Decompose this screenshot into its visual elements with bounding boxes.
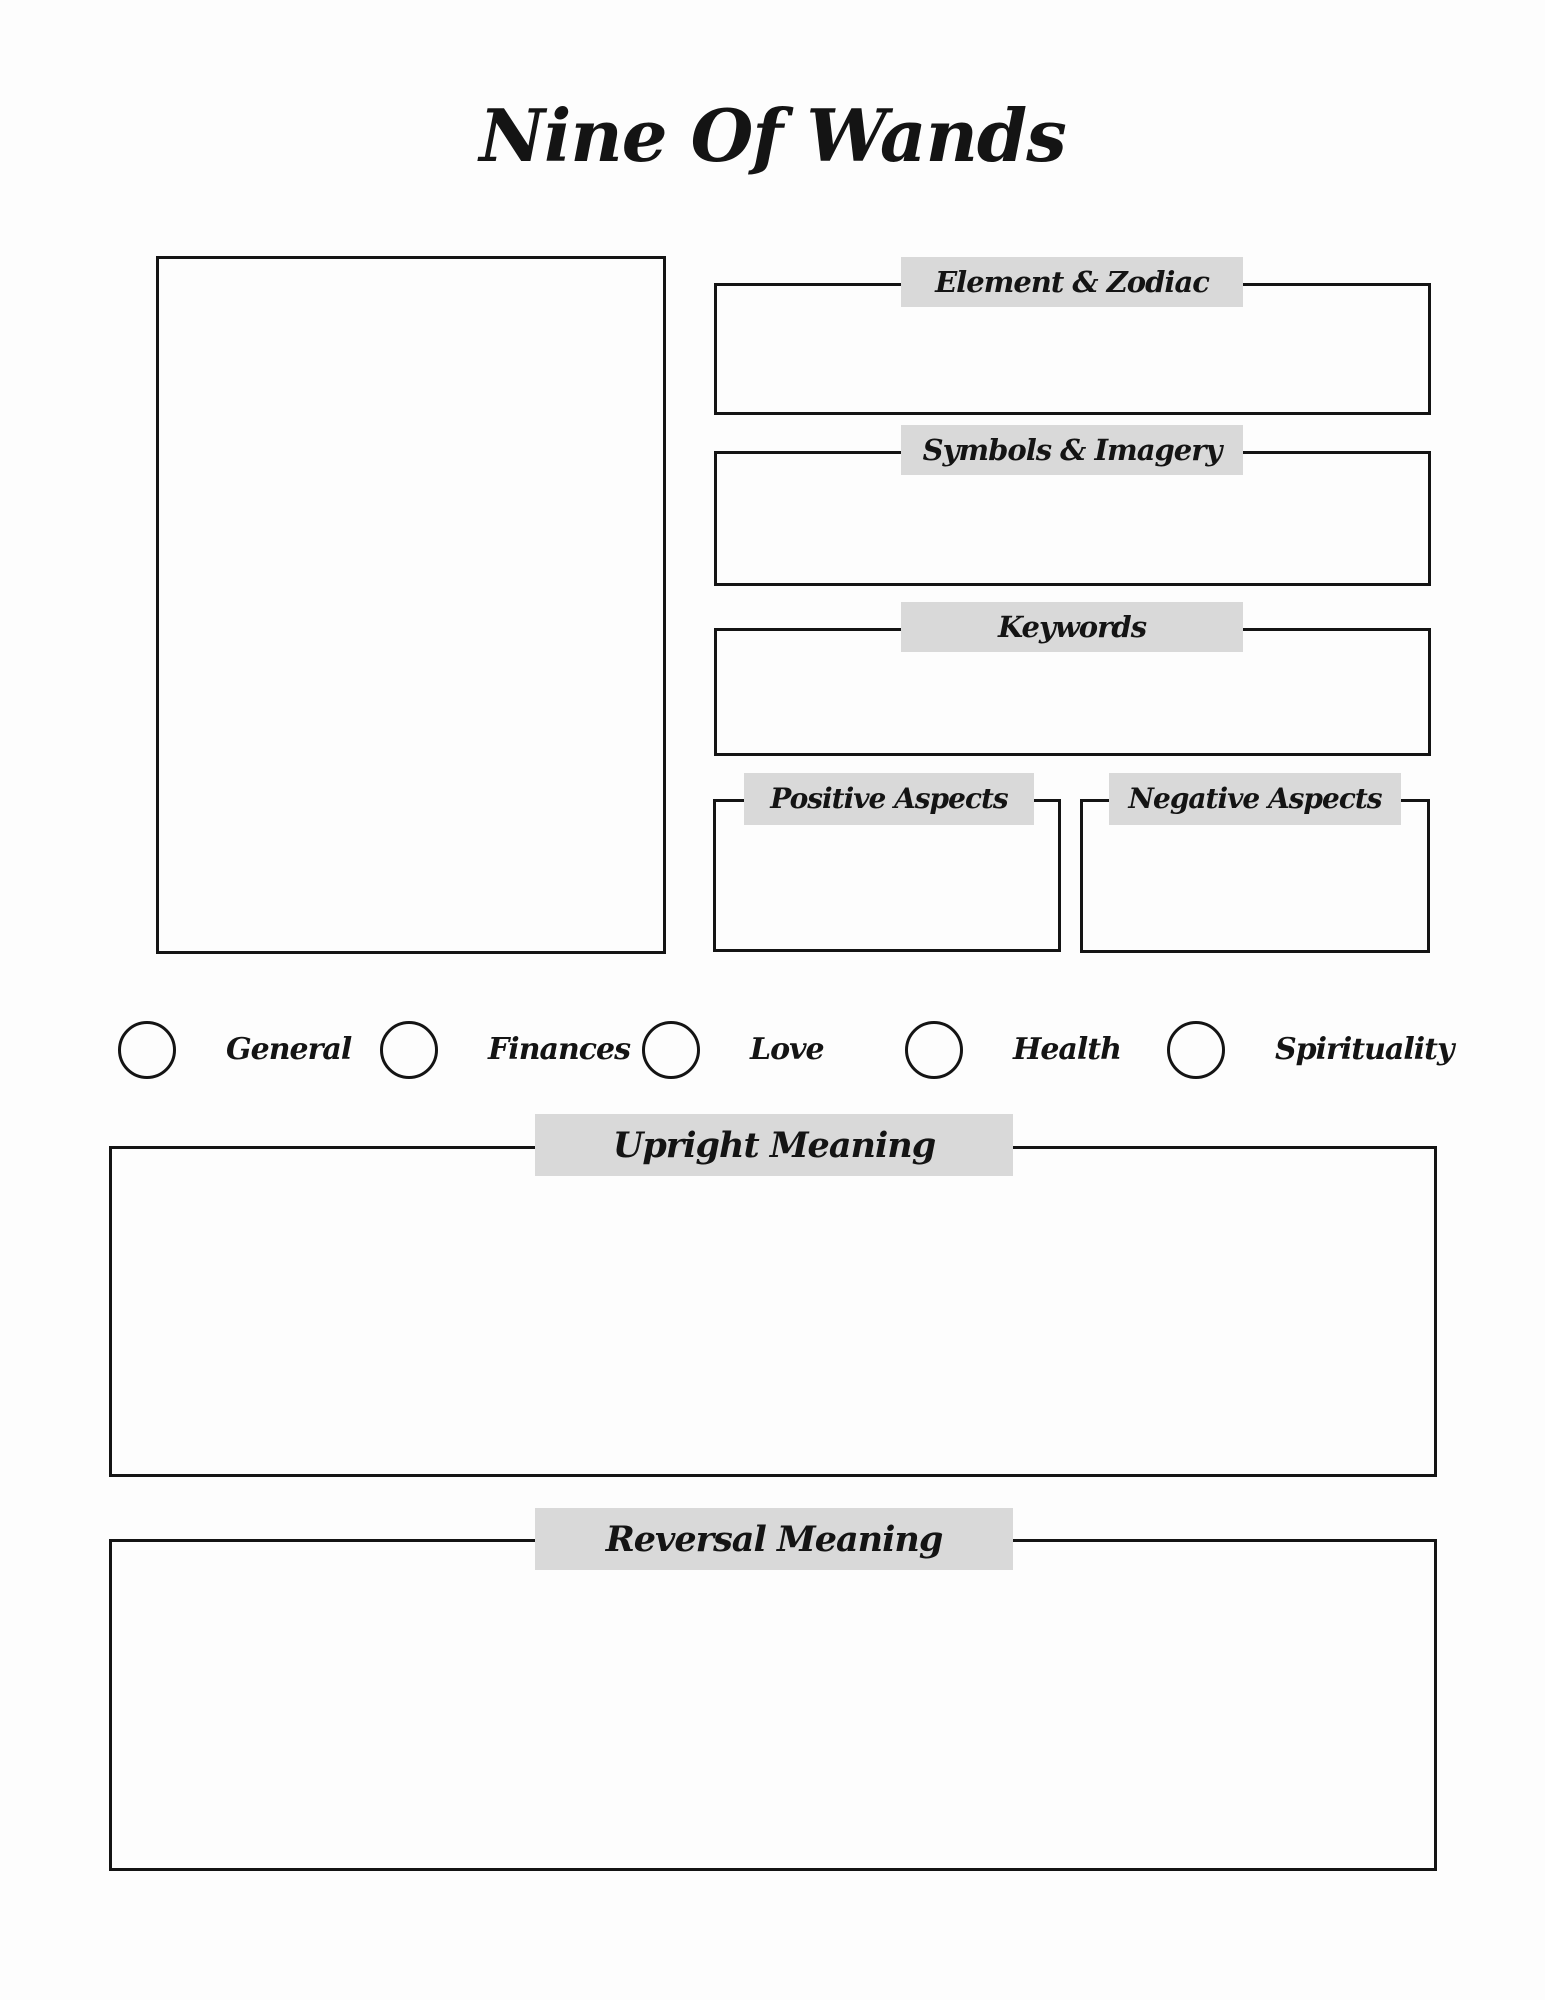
upright-meaning-field[interactable] [109,1146,1437,1477]
spirituality-checkbox[interactable] [1167,1021,1225,1079]
negative-aspects-label: Negative Aspects [1109,773,1401,825]
reversal-meaning-label: Reversal Meaning [535,1508,1013,1570]
love-label: Love [750,1032,824,1067]
page-title: Nine Of Wands [479,93,1066,178]
health-label: Health [1013,1032,1121,1067]
finances-label: Finances [488,1032,630,1067]
symbols-imagery-label: Symbols & Imagery [901,425,1243,475]
general-checkbox[interactable] [118,1021,176,1079]
category-spirituality [1167,1021,1453,1079]
spirituality-label: Spirituality [1275,1032,1454,1067]
category-general [118,1021,351,1079]
category-health [905,1021,1121,1079]
category-love [642,1021,824,1079]
upright-meaning-label: Upright Meaning [535,1114,1013,1176]
reversal-meaning-field[interactable] [109,1539,1437,1871]
general-label: General [226,1032,352,1067]
category-finances [380,1021,630,1079]
card-image-placeholder[interactable] [156,256,666,954]
love-checkbox[interactable] [642,1021,700,1079]
element-zodiac-label: Element & Zodiac [901,257,1243,307]
health-checkbox[interactable] [905,1021,963,1079]
finances-checkbox[interactable] [380,1021,438,1079]
positive-aspects-label: Positive Aspects [744,773,1034,825]
keywords-label: Keywords [901,602,1243,652]
